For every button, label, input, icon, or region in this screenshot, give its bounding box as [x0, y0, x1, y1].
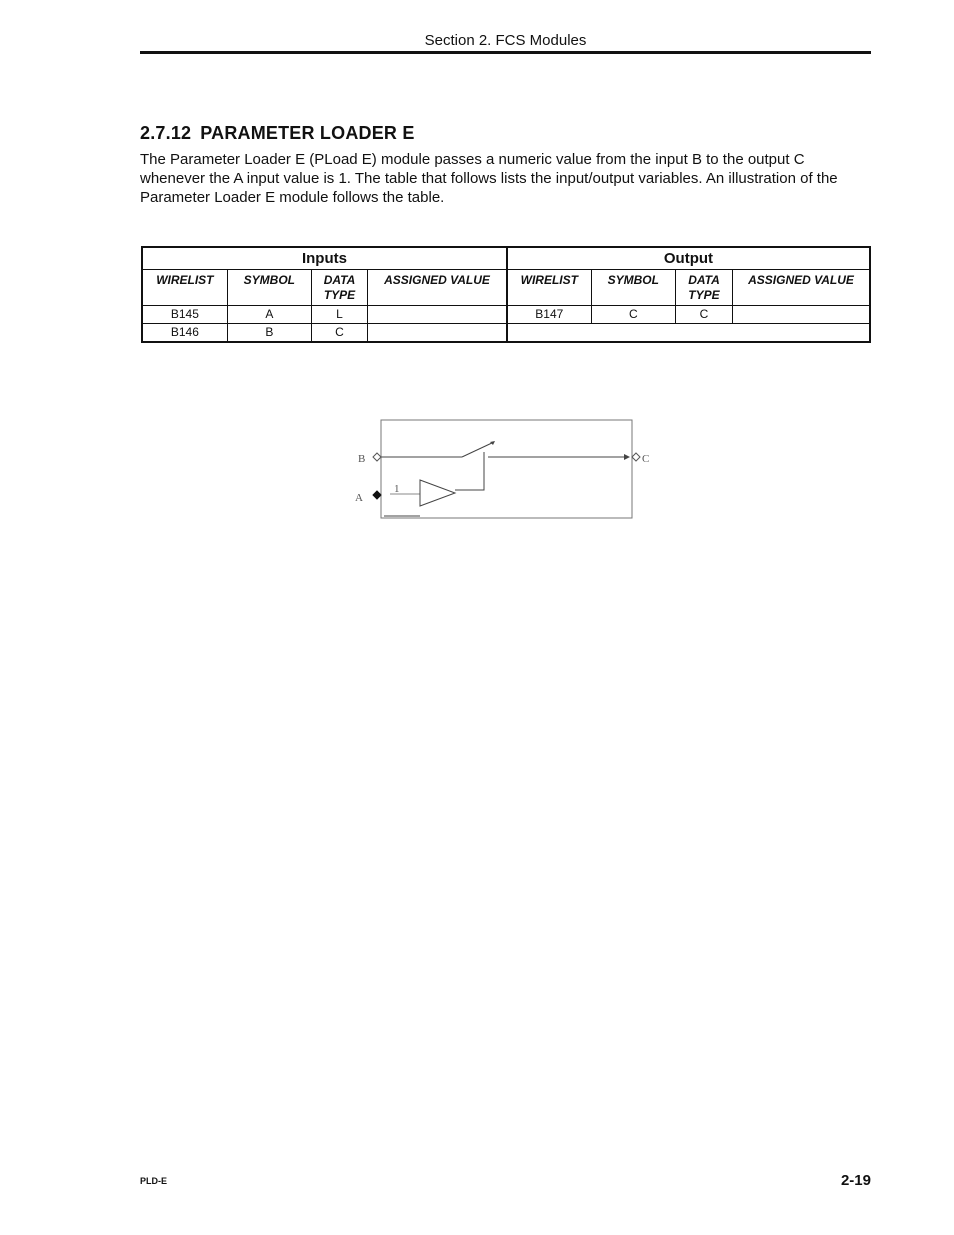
- comparator-icon: [420, 480, 455, 506]
- footer-code: PLD-E: [140, 1176, 167, 1186]
- input-wirelist-cell: B145: [142, 306, 227, 324]
- input-wirelist-cell: B146: [142, 324, 227, 343]
- label-b: B: [358, 453, 366, 465]
- col-header-symbol: SYMBOL: [227, 270, 311, 306]
- output-type-cell: C: [675, 306, 732, 324]
- col-header-wirelist: WIRELIST: [507, 270, 591, 306]
- col-header-symbol: SYMBOL: [591, 270, 675, 306]
- header-rule: [140, 51, 871, 54]
- input-a-port-icon: [373, 491, 381, 499]
- output-arrow-icon: [624, 454, 630, 460]
- table-group-header-row: [142, 247, 870, 270]
- output-assigned-cell: [733, 306, 870, 324]
- wire-control: [455, 468, 484, 490]
- col-header-assigned-value: ASSIGNED VALUE: [733, 270, 870, 306]
- input-assigned-cell: [368, 306, 507, 324]
- input-type-cell: C: [311, 324, 367, 343]
- col-header-type: TYPE: [688, 288, 720, 302]
- io-table: [141, 246, 871, 343]
- page-number: 2-19: [840, 1172, 871, 1189]
- table-row: [142, 324, 870, 343]
- output-symbol-cell: C: [591, 306, 675, 324]
- input-b-port-icon: [373, 453, 381, 461]
- col-header-data-type: [675, 270, 732, 306]
- col-header-data-type: [311, 270, 367, 306]
- section-title: [140, 123, 415, 144]
- table-row: [142, 306, 870, 324]
- label-c: C: [642, 453, 650, 465]
- empty-output-cell: [507, 324, 870, 343]
- label-one: 1: [394, 483, 400, 495]
- section-number: 2.7.12: [140, 123, 192, 143]
- section-heading: PARAMETER LOADER E: [200, 123, 415, 143]
- col-header-assigned-value: ASSIGNED VALUE: [368, 270, 507, 306]
- col-header-type: TYPE: [323, 288, 356, 302]
- label-a: A: [355, 492, 363, 504]
- input-symbol-cell: A: [227, 306, 311, 324]
- intro-paragraph: The Parameter Loader E (PLoad E) module passes a numeric value from the input B to the output C whenever the A input value is 1. The table that follows lists the input/output variables. An illustration of the Parameter Loader E module follows the table.: [140, 151, 838, 206]
- col-header-data: DATA: [323, 273, 356, 287]
- input-symbol-cell: B: [227, 324, 311, 343]
- input-type-cell: L: [311, 306, 367, 324]
- col-header-data: DATA: [688, 273, 720, 287]
- output-wirelist-cell: B147: [507, 306, 591, 324]
- module-diagram: [340, 410, 660, 528]
- inputs-header: Inputs: [142, 247, 507, 270]
- output-c-port-icon: [632, 453, 640, 461]
- table-column-header-row: [142, 270, 870, 306]
- output-header: Output: [507, 247, 870, 270]
- running-head: Section 2. FCS Modules: [424, 32, 587, 49]
- col-header-wirelist: WIRELIST: [142, 270, 227, 306]
- switch-contact: [462, 442, 494, 457]
- input-assigned-cell: [368, 324, 507, 343]
- module-box: [381, 420, 632, 518]
